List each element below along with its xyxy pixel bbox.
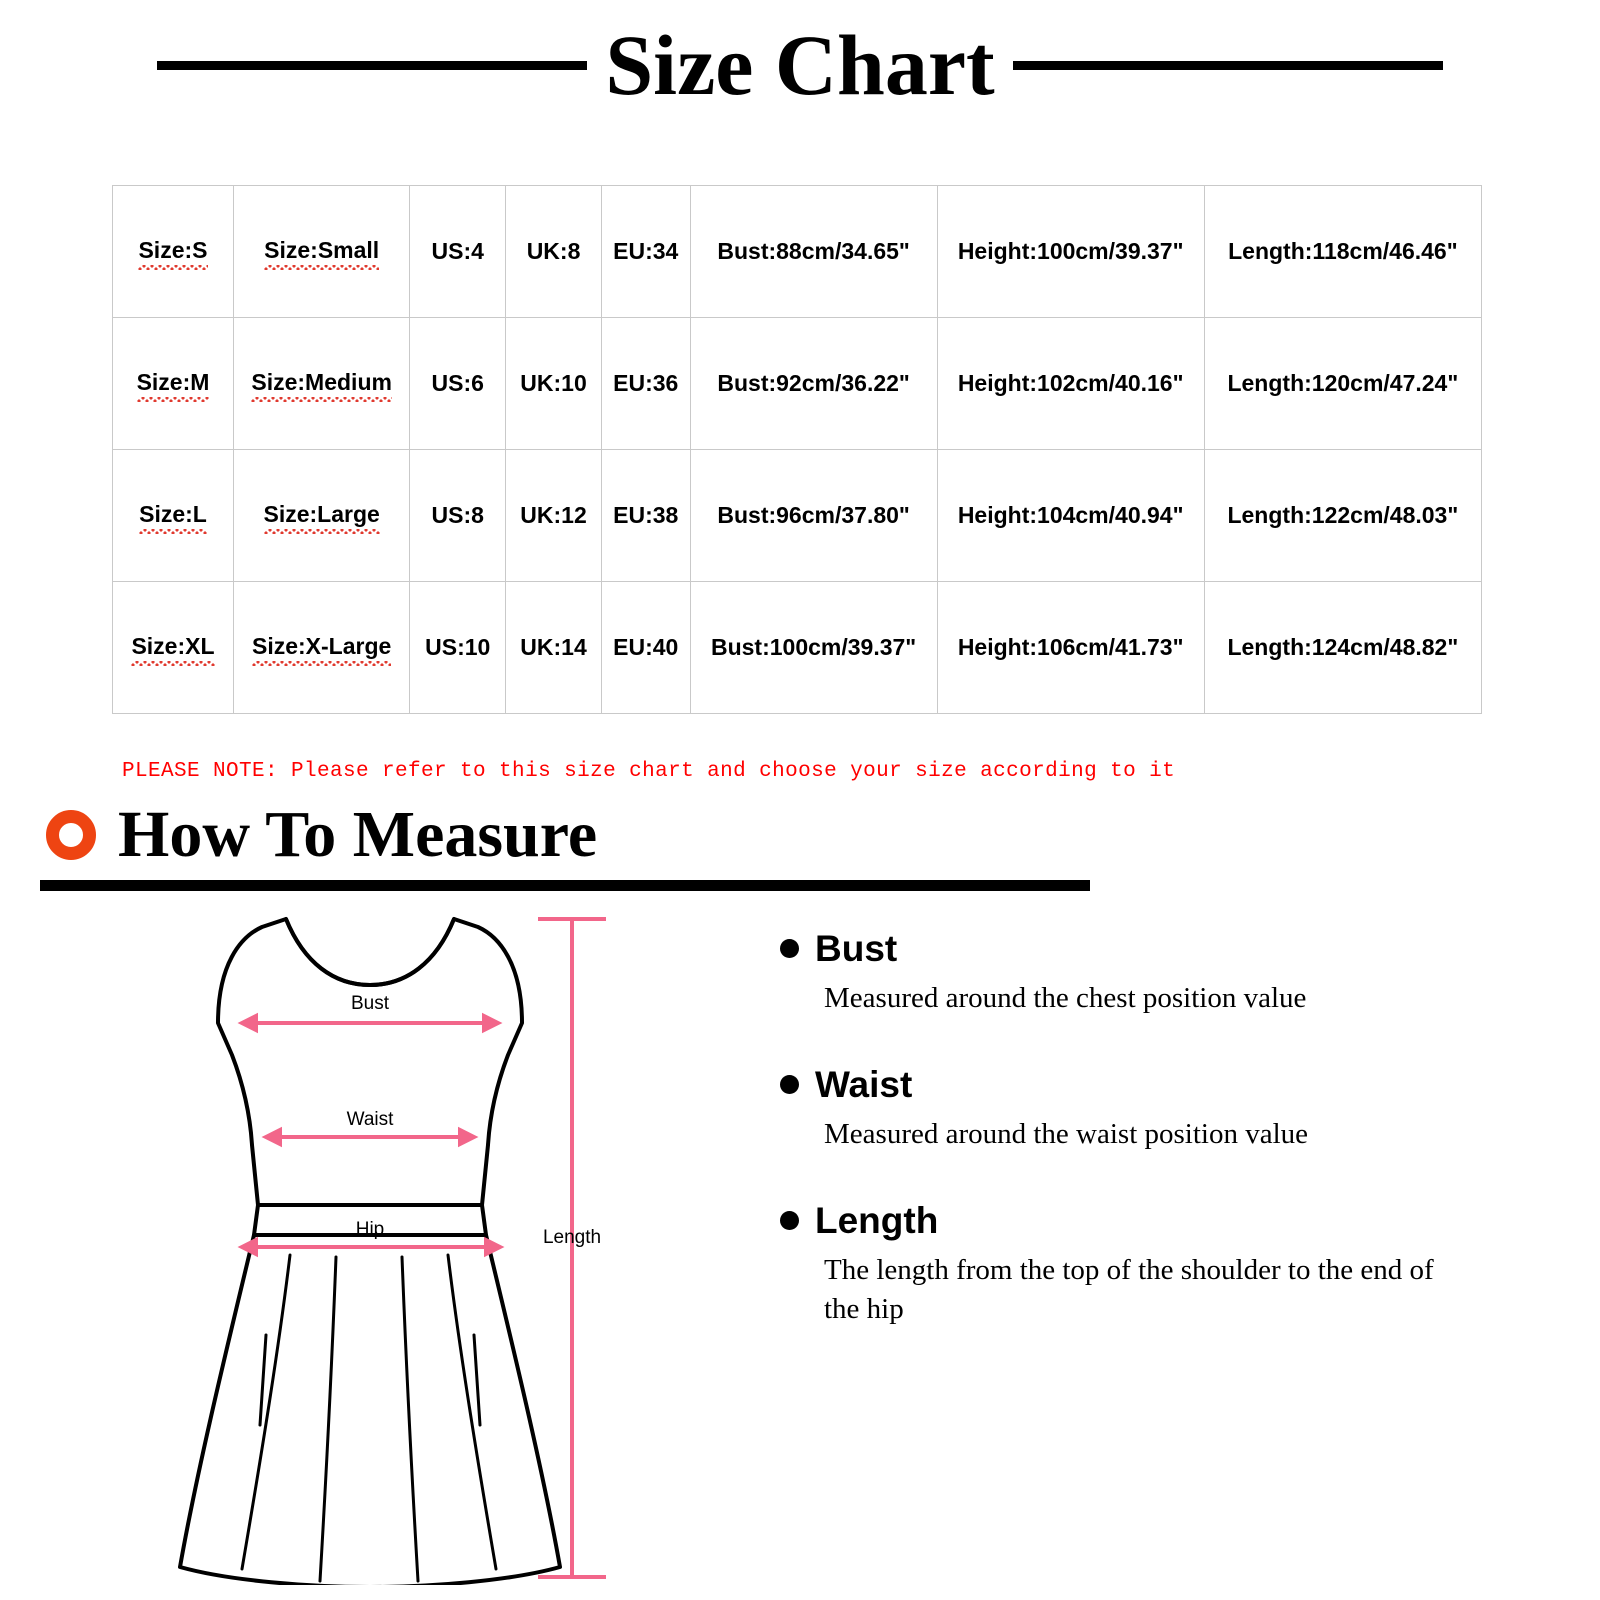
- cell-bust: Bust:88cm/34.65": [690, 186, 937, 318]
- cell-size-name-text: Size:Small: [264, 237, 379, 266]
- label-length: Length: [542, 1227, 602, 1248]
- cell-size-text: Size:M: [137, 369, 210, 398]
- cell-height: Height:100cm/39.37": [937, 186, 1204, 318]
- cell-eu: EU:38: [601, 450, 690, 582]
- header-rule-right: [1013, 61, 1443, 70]
- cell-bust: Bust:96cm/37.80": [690, 450, 937, 582]
- definition-bust: [780, 930, 1480, 1018]
- cell-size-name-text: Size:Large: [264, 501, 380, 530]
- cell-us: US:6: [410, 318, 506, 450]
- cell-size-text: Size:L: [139, 501, 207, 530]
- label-waist: Waist: [346, 1109, 394, 1130]
- cell-uk: UK:12: [506, 450, 602, 582]
- ring-icon: [46, 810, 96, 860]
- cell-size-name-text: Size:X-Large: [252, 633, 391, 662]
- cell-us: US:10: [410, 582, 506, 714]
- cell-length: Length:120cm/47.24": [1204, 318, 1481, 450]
- cell-size-text: Size:S: [138, 237, 207, 266]
- cell-size-text: Size:XL: [131, 633, 214, 662]
- table-row: [113, 186, 1482, 318]
- definition-description: The length from the top of the shoulder to the end of the hip: [824, 1254, 1434, 1326]
- definition-description: Measured around the waist position value: [824, 1118, 1309, 1151]
- cell-us: US:8: [410, 450, 506, 582]
- cell-length: Length:122cm/48.03": [1204, 450, 1481, 582]
- bullet-icon: [780, 939, 799, 958]
- cell-bust: Bust:92cm/36.22": [690, 318, 937, 450]
- cell-size-name: [233, 450, 409, 582]
- how-to-measure-header: [40, 798, 1110, 891]
- cell-height: Height:106cm/41.73": [937, 582, 1204, 714]
- cell-us: US:4: [410, 186, 506, 318]
- definition-term: Length: [815, 1200, 939, 1242]
- cell-size: [113, 186, 234, 318]
- cell-length: Length:124cm/48.82": [1204, 582, 1481, 714]
- cell-eu: EU:36: [601, 318, 690, 450]
- how-to-measure-underline: [40, 880, 1090, 891]
- cell-size-name: [233, 582, 409, 714]
- cell-size: [113, 318, 234, 450]
- bullet-icon: [780, 1211, 799, 1230]
- size-table-container: [112, 185, 1482, 714]
- definition-description: Measured around the chest position value: [824, 982, 1307, 1014]
- definition-waist: [780, 1066, 1480, 1154]
- dress-diagram: [90, 905, 650, 1585]
- table-row: [113, 318, 1482, 450]
- definition-term: Bust: [815, 928, 898, 969]
- how-to-measure-title: How To Measure: [118, 798, 598, 871]
- definition-length: [780, 1202, 1480, 1329]
- cell-height: Height:102cm/40.16": [937, 318, 1204, 450]
- cell-uk: UK:8: [506, 186, 602, 318]
- label-bust: Bust: [350, 993, 390, 1014]
- cell-length: Length:118cm/46.46": [1204, 186, 1481, 318]
- label-hip: Hip: [355, 1219, 385, 1240]
- cell-eu: EU:40: [601, 582, 690, 714]
- cell-size: [113, 582, 234, 714]
- cell-eu: EU:34: [601, 186, 690, 318]
- definition-term: Waist: [815, 1064, 913, 1106]
- header-rule-left: [157, 61, 587, 70]
- cell-height: Height:104cm/40.94": [937, 450, 1204, 582]
- cell-uk: UK:14: [506, 582, 602, 714]
- cell-uk: UK:10: [506, 318, 602, 450]
- cell-size-name: [233, 318, 409, 450]
- page-title: Size Chart: [605, 17, 995, 113]
- table-row: [113, 450, 1482, 582]
- cell-size: [113, 450, 234, 582]
- page-header: [0, 0, 1600, 130]
- table-row: [113, 582, 1482, 714]
- bullet-icon: [780, 1075, 799, 1094]
- please-note-text: PLEASE NOTE: Please refer to this size chart and choose your size according to it: [122, 760, 1176, 783]
- cell-size-name: [233, 186, 409, 318]
- size-table: [112, 185, 1482, 714]
- cell-size-name-text: Size:Medium: [251, 369, 392, 398]
- cell-bust: Bust:100cm/39.37": [690, 582, 937, 714]
- measure-definitions: [780, 930, 1480, 1378]
